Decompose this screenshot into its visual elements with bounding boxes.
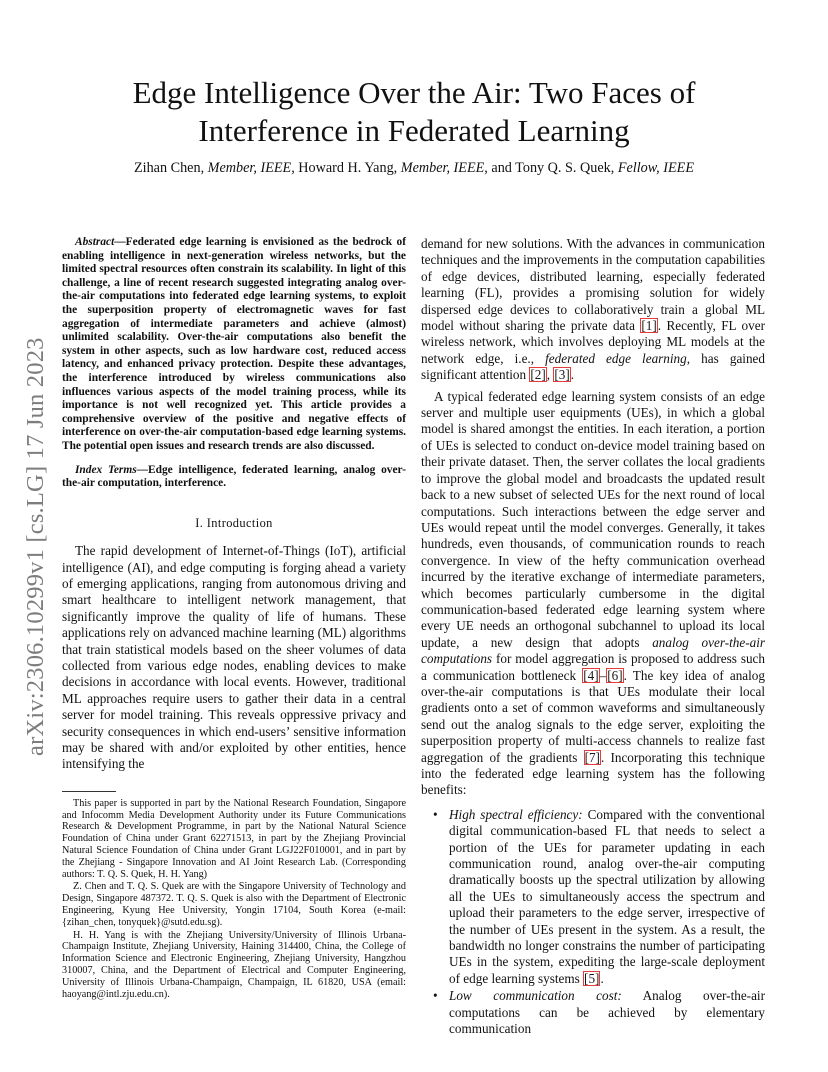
footnote-affiliation-2: H. H. Yang is with the Zhejiang University/University of Illinois Urbana-Champaign Institute, Zhejiang University, Haining 314400, China, the College of Information Science and Electronic Engineering, Zhejiang University, Hangzhou 310007, China, and the Department of Electrical and Computer Engineering, University of Illinois Urbana-Champaign, Champaign, IL 61820, USA (email: haoyang@intl.zju.edu.cn). (62, 929, 406, 1000)
intro-paragraph: The rapid development of Internet-of-Things (IoT), artificial intelligence (AI), and edge computing is forging ahead a variety of emerging applications, ranging from autonomous driving and smart healthcare to intelligent network management, that significantly improve the quality of life of humans. These applications rely on advanced machine learning (ML) algorithms that train statistical models based on the sheer volumes of data collected from various edge nodes, enabling devices to make decisions in accordance with local events. However, traditional ML approaches require users to gather their data in a central server for model training. This reveals oppressive privacy and security consequences in which end-users’ sensitive information may be shared with and/or exploited by other entities, hence intensifying the (62, 543, 406, 772)
author-name: Zihan Chen, (133, 160, 208, 176)
text-run: . Recently, FL over wireless network, which involves deploying ML models at the network edge, i.e., (421, 318, 765, 366)
emphasis: federated edge learning (545, 350, 687, 366)
index-terms-label: Index Terms (75, 463, 137, 476)
title-line-1: Edge Intelligence Over the Air: Two Faces of (132, 75, 696, 110)
left-column (62, 236, 406, 1001)
text-run: . The key idea of analog over-the-air computations is that UEs modulate their local gradients onto a set of common waveforms and simultaneously send out the analog signals to the edge server, exploiting the superposition property of multi-access channels to realize fast aggregation of the gradients (421, 667, 765, 765)
abstract (62, 236, 406, 454)
benefit-list (421, 807, 765, 1038)
arxiv-watermark: arXiv:2306.10299v1 [cs.LG] 17 Jun 2023 (22, 337, 49, 756)
text-run: . (570, 367, 575, 383)
text-run: – (599, 667, 607, 683)
body-paragraph (421, 236, 765, 384)
right-column (421, 236, 765, 1039)
index-terms (62, 464, 406, 491)
paper-title (60, 74, 768, 150)
bullet-text: Analog over-the-air computations can be achieved by elementary communication (449, 988, 765, 1037)
citation-link[interactable]: [4] (583, 667, 599, 683)
text-run: . (600, 970, 604, 986)
citation-link[interactable]: [6] (607, 667, 623, 683)
author-name: Howard H. Yang, (298, 160, 401, 176)
text-run: . Incorporating this technique into the federated edge learning system has the following benefits: (421, 749, 765, 798)
author-role: Fellow, IEEE (617, 160, 694, 176)
bullet-title: High spectral efficiency: (449, 806, 583, 822)
author-name: Tony Q. S. Quek, (515, 160, 618, 176)
index-terms-text: —Edge intelligence, federated learning, analog over-the-air computation, interference. (62, 463, 406, 490)
list-item (421, 988, 765, 1037)
author-separator: , and (484, 160, 516, 176)
footnote-funding: This paper is supported in part by the National Research Foundation, Singapore and Infocomm Media Development Authority under its Future Communications Research & Development Programme, in part by the National Natural Science Foundation of China under Grant 62271513, in part by the Zhejiang Provincial Natural Science Foundation of China under Grant LGJ22F010001, and in part by the Zhejiang - Singapore Innovation and AI Joint Research Lab. (Corresponding authors: T. Q. S. Quek, H. H. Yang) (62, 797, 406, 880)
emphasis: analog over-the-air computations (421, 634, 765, 667)
text-run: , (546, 367, 554, 383)
citation-link[interactable]: [1] (641, 318, 657, 334)
author-list (60, 160, 768, 177)
title-line-2: Interference in Federated Learning (198, 113, 630, 148)
list-item (421, 807, 765, 987)
body-paragraph (421, 389, 765, 799)
bullet-text: Compared with the conventional digital communication-based FL that needs to select a portion of the UEs for parameter updating in each communication round, analog over-the-air computing dramatically boosts up the spectral utilization by allowing all the UEs to simultaneously access the spectrum and upload their parameters to the edge server, irrespective of the number of UEs present in the system. As a result, the bandwidth no longer constrains the number of participating UEs in the system, expediting the large-scale deployment of edge learning systems (449, 806, 765, 986)
citation-link[interactable]: [3] (554, 367, 570, 383)
citation-link[interactable]: [7] (584, 749, 600, 765)
abstract-label: Abstract (75, 236, 115, 248)
citation-link[interactable]: [5] (584, 970, 600, 986)
abstract-text: —Federated edge learning is envisioned as the bedrock of enabling intelligence in next-generation wireless networks, but the limited spectral resources often constrain its scalability. In light of this challenge, a line of recent research suggested integrating analog over-the-air computations into federated edge learning systems, to exploit the superposition property of electromagnetic waves for fast aggregation of intermediate parameters and achieve (almost) unlimited scalability. Over-the-air computations also benefit the system in other aspects, such as low hardware cost, reduced access latency, and enhanced privacy protection. Despite these advantages, the interference introduced by wireless communications also influences various aspects of the model training process, while its importance is not well recognized yet. This article provides a comprehensive overview of the positive and negative effects of interference on over-the-air computation-based edge learning systems. The potential open issues and research trends are also discussed. (62, 236, 406, 452)
author-separator: , (291, 160, 299, 176)
text-run: for model aggregation is proposed to address such a communication bottleneck (421, 651, 765, 683)
author-role: Member, IEEE (207, 160, 292, 176)
text-run: , has gained significant attention (421, 350, 765, 383)
footnote-affiliation-1: Z. Chen and T. Q. S. Quek are with the Singapore University of Technology and Design, Singapore 487372. T. Q. S. Quek is also with the Department of Electronic Engineering, Kyung Hee University, Yongin 17104, South Korea (e-mail: {zihan_chen, tonyquek}@sutd.edu.sg). (62, 881, 406, 928)
bullet-title: Low communication cost: (449, 988, 622, 1004)
text-run: demand for new solutions. With the advances in communication techniques and the improvements in the computation capabilities of edge devices, distributed learning, especially federated learning (FL), provides a promising solution for widely dispersed edge devices to collaboratively train a global ML model without sharing the private data (421, 236, 765, 334)
text-run: A typical federated edge learning system consists of an edge server and multiple user equipments (UEs), in which a global model is shared amongst the entities. In each iteration, a portion of UEs is selected to conduct on-device model training based on their private dataset. Then, the server collates the local gradients to improve the global model and broadcasts the updated result back to a new subset of selected UEs for the next round of local computations. Such interactions between the edge server and UEs would repeat until the model converges. Generally, it takes hundreds, even thousands, of communication rounds to reach convergence. In view of the hefty communication overhead incurred by the iterative exchange of intermediate parameters, which becomes particularly cumbersome in the digital communication-based federated edge learning system where every UE needs an orthogonal subchannel to upload its local update, a new design that adopts (421, 388, 765, 650)
section-heading: I. Introduction (195, 515, 273, 530)
citation-link[interactable]: [2] (530, 367, 546, 383)
footnote-divider (62, 791, 116, 792)
author-role: Member, IEEE (400, 160, 485, 176)
